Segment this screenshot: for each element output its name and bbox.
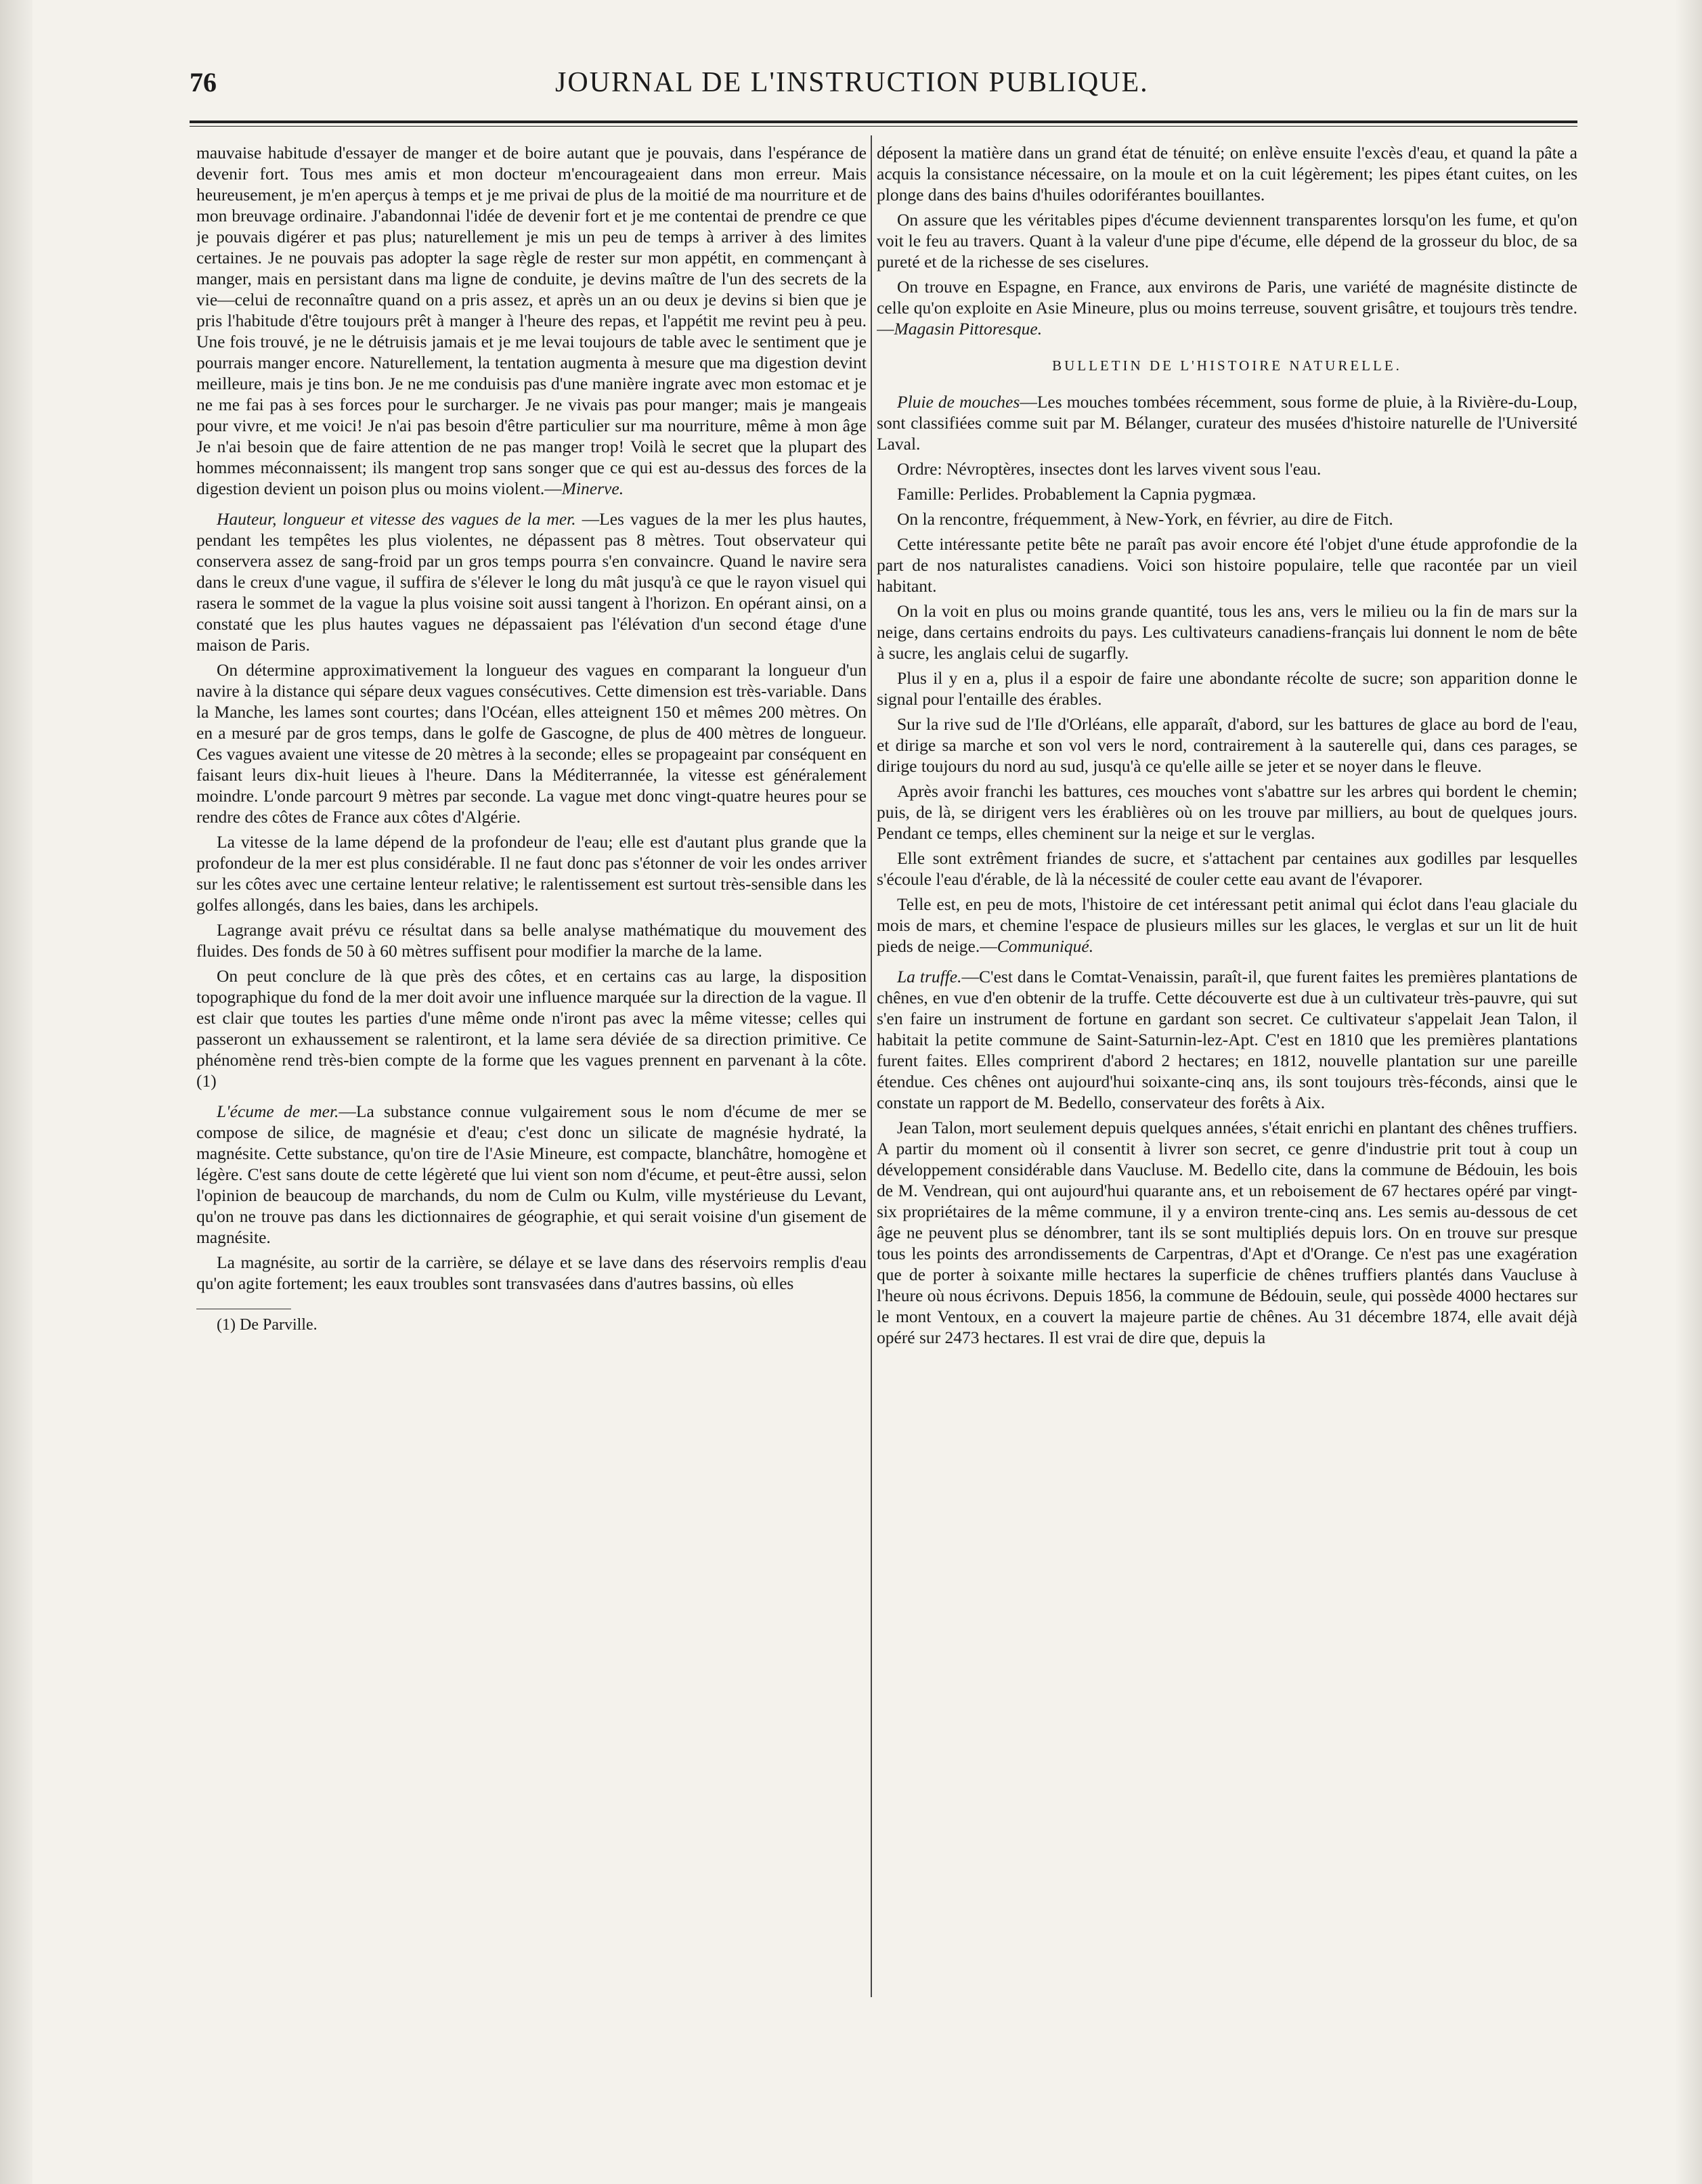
left-column bbox=[196, 142, 867, 2105]
article-source: Minerve. bbox=[561, 479, 624, 498]
section-heading: BULLETIN DE L'HISTOIRE NATURELLE. bbox=[1052, 357, 1402, 374]
article-vagues bbox=[196, 508, 867, 1091]
article-title: Hauteur, longueur et vitesse des vagues de la mer. bbox=[217, 509, 576, 529]
article-paragraph: Famille: Perlides. Probablement la Capnia pygmæa. bbox=[897, 484, 1257, 504]
article-text: Telle est, en peu de mots, l'histoire de cet intéressant petit animal qui éclot dans l'eau glaciale du mois de mars, et chemine l'espace de plusieurs milles sur les glaces, le verglas et sur un lit de huit pieds de neige.— bbox=[877, 894, 1577, 956]
article-hygiene bbox=[196, 142, 867, 499]
article-paragraph: La magnésite, au sortir de la carrière, se délaye et se lave dans des réservoirs remplis d'eau qu'on agite fortement; les eaux troubles sont transvasées dans d'autres bassins, où elles bbox=[196, 1252, 867, 1293]
page-edge-right bbox=[1675, 0, 1702, 2184]
article-text: mauvaise habitude d'essayer de manger et de boire autant que je pouvais, dans l'espérance de devenir fort. Tous mes amis et mon docteur m'encourageaient dans mon erreur. Mais heureusement, je m'en aperçus à temps et je me privai de plus de la moitié de ma nourriture et de mon breuvage ordinaire. J'abandonnai l'idée de devenir fort et je me contentai de prendre ce que je pouvais digérer et pas plus; naturellement je mis un peu de temps à arriver à des limites certaines. Je ne pouvais pas adopter la sage règle de rester sur mon appétit, en commençant à manger, mais en persistant dans ma ligne de conduite, je devins maître de l'un des secrets de la vie—celui de reconnaître quand on a pris assez, et après un an ou deux je devins si bien que je pris l'habitude d'être toujours prêt à manger à l'heure des repas, et l'appétit me revint peu à peu. Une fois trouvé, je ne le détruisis jamais et je me levai toujours de table avec le sentiment que je pourrais manger encore. Naturellement, la tentation augmenta à mesure que ma digestion devint meilleure, mais je tins bon. Je ne me conduisis pas d'une manière ingrate avec mon estomac et je ne me fai pas à ses forces pour le surcharger. Je ne vivais pas pour manger; mais je mangeais pour vivre, et me voici! Je n'ai pas besoin d'être particulier sur ma nourriture, même à mon âge Je n'ai besoin que de faire attention de ne pas manger trop! Voilà le secret que la plupart des hommes méconnaissent; ils mangent trop sans songer que ce qui est au-dessus des forces de la digestion devient un poison plus ou moins violent.— bbox=[196, 143, 867, 498]
article-paragraph: La vitesse de la lame dépend de la profondeur de l'eau; elle est d'autant plus grande que la profondeur de la mer est plus considérable. Il ne faut donc pas s'étonner de voir les ondes arriver sur les côtes avec une certaine lenteur relative; le ralentissement est surtout très-sensible dans les golfes allongés, dans les baies, dans les archipels. bbox=[196, 832, 867, 915]
article-paragraph: On détermine approximativement la longueur des vagues en comparant la longueur d'un navire à la distance qui sépare deux vagues consécutives. Cette dimension est très-variable. Dans la Manche, les lames sont courtes; dans l'Océan, elles atteignent 150 et mêmes 200 mètres. On en a mesuré par de gros temps, dans le golfe de Gascogne, de plus de 400 mètres de longueur. Ces vagues avaient une vitesse de 20 mètres à la seconde; elles se propageaint par conséquent en faisant leurs dix-huit lieues à l'heure. Dans la Méditerrannée, la vitesse est généralement moindre. L'onde parcourt 9 mètres par seconde. La vague met donc vingt-quatre heures pour se rendre des côtes de France aux côtes d'Algérie. bbox=[196, 660, 867, 827]
article-source: Magasin Pittoresque. bbox=[894, 319, 1043, 338]
article-title: L'écume de mer. bbox=[217, 1101, 339, 1121]
article-paragraph: Sur la rive sud de l'Ile d'Orléans, elle apparaît, d'abord, sur les battures de glace au bord de l'eau, et dirige sa marche et son vol vers le nord, contrairement à la sauterelle qui, dans ces parages, se dirige toujours du nord au sud, jusqu'à ce qu'elle aille se jeter et se noyer dans le fleuve. bbox=[877, 714, 1577, 776]
right-column bbox=[877, 142, 1577, 2105]
article-paragraph: On la voit en plus ou moins grande quantité, tous les ans, vers le milieu ou la fin de mars sur la neige, dans certains endroits du pays. Les cultivateurs canadiens-français lui donnent le nom de bête à sucre, les anglais celui de sugarfly. bbox=[877, 601, 1577, 663]
article-ecume bbox=[196, 1101, 867, 1294]
article-title: Pluie de mouches bbox=[897, 392, 1020, 412]
article-paragraph: Elle sont extrêment friandes de sucre, et s'attachent par centaines aux godilles par lesquelles s'écoule l'eau d'érable, de là la nécessité de couler cette eau avant de l'évaporer. bbox=[877, 848, 1577, 889]
article-paragraph bbox=[196, 508, 867, 655]
article-source: Communiqué. bbox=[997, 936, 1094, 956]
article-text: —La substance connue vulgairement sous le nom d'écume de mer se compose de silice, de magnésie et d'eau; c'est donc un silicate de magnésie hydraté, la magnésite. Cette substance, qu'on tire de l'Asie Mineure, est compacte, blanchâtre, homogène et légère. C'est sans doute de cette légèreté que lui vient son nom d'écume, et peut-être aussi, selon l'opinion de beaucoup de marchands, du nom de Culm ou Kulm, ville mystérieuse du Levant, qu'on ne trouve pas dans les dictionnaires de géographie, et qui serait voisine d'un gisement de magnésite. bbox=[196, 1101, 867, 1247]
footnote: (1) De Parville. bbox=[217, 1316, 318, 1334]
page-edge-left bbox=[0, 0, 32, 2184]
article-text: —Les mouches tombées récemment, sous forme de pluie, à la Rivière-du-Loup, sont classifiées comme suit par M. Bélanger, curateur des musées d'histoire naturelle de l'Université Laval. bbox=[877, 392, 1577, 454]
article-paragraph: déposent la matière dans un grand état de ténuité; on enlève ensuite l'excès d'eau, et quand la pâte a acquis la consistance nécessaire, on la moule et on la cuit légèrement; les pipes étant cuites, on les plonge dans des bains d'huiles odoriférantes bouillantes. bbox=[877, 143, 1577, 204]
article-title: La truffe. bbox=[897, 967, 962, 986]
article-paragraph: On peut conclure de là que près des côtes, et en certains cas au large, la disposition topographique du fond de la mer doit avoir une influence marquée sur la direction de la vague. Il est clair que toutes les parties d'une même onde n'iront pas avec la même vitesse; celles qui passeront un exhaussement se ralentiront, et la lame sera déviée de sa direction primitive. Ce phénomène rend très-bien compte de la forme que les vagues prennent en parvenant à la côte. (1) bbox=[196, 966, 867, 1091]
article-text: —C'est dans le Comtat-Venaissin, paraît-il, que furent faites les premières plantations de chênes, en vue d'en obtenir de la truffe. Cette découverte est due à un cultivateur très-pauvre, qui sut s'en faire un instrument de fortune en gardant son secret. Ce cultivateur s'appelait Jean Talon, il habitait la petite commune de Saint-Saturnin-lez-Apt. C'est en 1810 que les premières plantations furent faites. Elles comprirent d'abord 2 hectares; en 1812, nouvelle plantation sur une pareille étendue. Ces chênes ont aujourd'hui soixante-cinq ans, ils sont toujours très-féconds, ainsi que le constate un rapport de M. Bedello, conservateur des forêts à Aix. bbox=[877, 967, 1577, 1112]
article-text: —Les vagues de la mer les plus hautes, pendant les tempêtes les plus violentes, ne dépassent pas 8 mètres. Tout observateur qui conservera assez de sang-froid par un gros temps pourra s'en convaincre. Quand le navire sera dans le creux d'une vague, il suffira de s'élever le long du mât jusqu'à ce que le rayon visuel qui rasera le sommet de la vague la plus voisine soit aussi tangent à l'horizon. En opérant ainsi, on a constaté que les plus hautes vagues ne dépassaient pas l'élévation d'un second étage d'une maison de Paris. bbox=[196, 509, 867, 655]
article-paragraph: Après avoir franchi les battures, ces mouches vont s'abattre sur les arbres qui bordent le chemin; puis, de là, se dirigent vers les érablières où on les trouve par milliers, au bout de quelques jours. Pendant ce temps, elles cheminent sur la neige et sur le verglas. bbox=[877, 781, 1577, 843]
page-header bbox=[190, 60, 1571, 107]
page-number: 76 bbox=[190, 67, 217, 97]
article-paragraph: On assure que les véritables pipes d'écume deviennent transparentes lorsqu'on les fume, et qu'on voit le feu au travers. Quant à la valeur d'une pipe d'écume, elle dépend de la grosseur du bloc, de sa pureté et de la richesse de ses ciselures. bbox=[877, 210, 1577, 271]
article-paragraph: Jean Talon, mort seulement depuis quelques années, s'était enrichi en plantant des chênes truffiers. A partir du moment où il consentit à livrer son secret, ce genre d'industrie prit tout à coup un développement considérable dans Vaucluse. M. Bedello cite, dans la commune de Bédouin, les bois de M. Vendrean, qui ont aujourd'hui quarante ans, et un reboisement de 67 hectares opéré par vingt-six propriétaires de la même commune, il y a environ trente-cinq ans. Les semis au-dessous de cet âge ne peuvent plus se dénombrer, tant ils se sont multipliés depuis lors. On en trouve sur presque tous les points des arrondissements de Carpentras, d'Apt et d'Orange. Ce n'est pas une exagération que de porter à soixante mille hectares la superficie de chênes truffiers plantés dans Vaucluse à l'heure où nous écrivons. Depuis 1856, la commune de Bédouin, seule, qui possède 4000 hectares sur le mont Ventoux, en a couvert la majeure partie de chênes. Au 31 décembre 1874, elle avait déjà opéré sur 2473 hectares. Il est vrai de dire que, depuis la bbox=[877, 1118, 1577, 1347]
article-paragraph bbox=[196, 1101, 867, 1248]
article-paragraph: Plus il y en a, plus il a espoir de faire une abondante récolte de sucre; son apparition donne le signal pour l'entaille des érables. bbox=[877, 668, 1577, 709]
article-paragraph: Lagrange avait prévu ce résultat dans sa belle analyse mathématique du mouvement des fluides. Des fonds de 50 à 60 mètres suffisent pour modifier la marche de la lame. bbox=[196, 920, 867, 961]
article-paragraph bbox=[877, 966, 1577, 1113]
article-paragraph: Ordre: Névroptères, insectes dont les larves vivent sous l'eau. bbox=[897, 459, 1322, 479]
header-rule bbox=[190, 121, 1577, 127]
article-paragraph bbox=[877, 276, 1577, 339]
article-paragraph: Cette intéressante petite bête ne paraît pas avoir encore été l'objet d'une étude approfondie de la part de nos naturalistes canadiens. Voici son histoire populaire, telle que racontée par un vieil habitant. bbox=[877, 534, 1577, 596]
article-paragraph: On la rencontre, fréquemment, à New-York, en février, au dire de Fitch. bbox=[897, 509, 1393, 529]
article-paragraph bbox=[196, 142, 867, 499]
article-text: On trouve en Espagne, en France, aux environs de Paris, une variété de magnésite distincte de celle qu'on exploite en Asie Mineure, plus ou moins terreuse, souvent grisâtre, et toujours très tendre.— bbox=[877, 277, 1577, 338]
article-truffe bbox=[877, 966, 1577, 1348]
journal-title: JOURNAL DE L'INSTRUCTION PUBLIQUE. bbox=[555, 67, 1149, 98]
article-paragraph bbox=[877, 391, 1577, 454]
column-divider bbox=[871, 135, 872, 1997]
article-ecume-continued bbox=[877, 142, 1577, 339]
article-pluie bbox=[877, 391, 1577, 957]
article-paragraph bbox=[877, 894, 1577, 957]
